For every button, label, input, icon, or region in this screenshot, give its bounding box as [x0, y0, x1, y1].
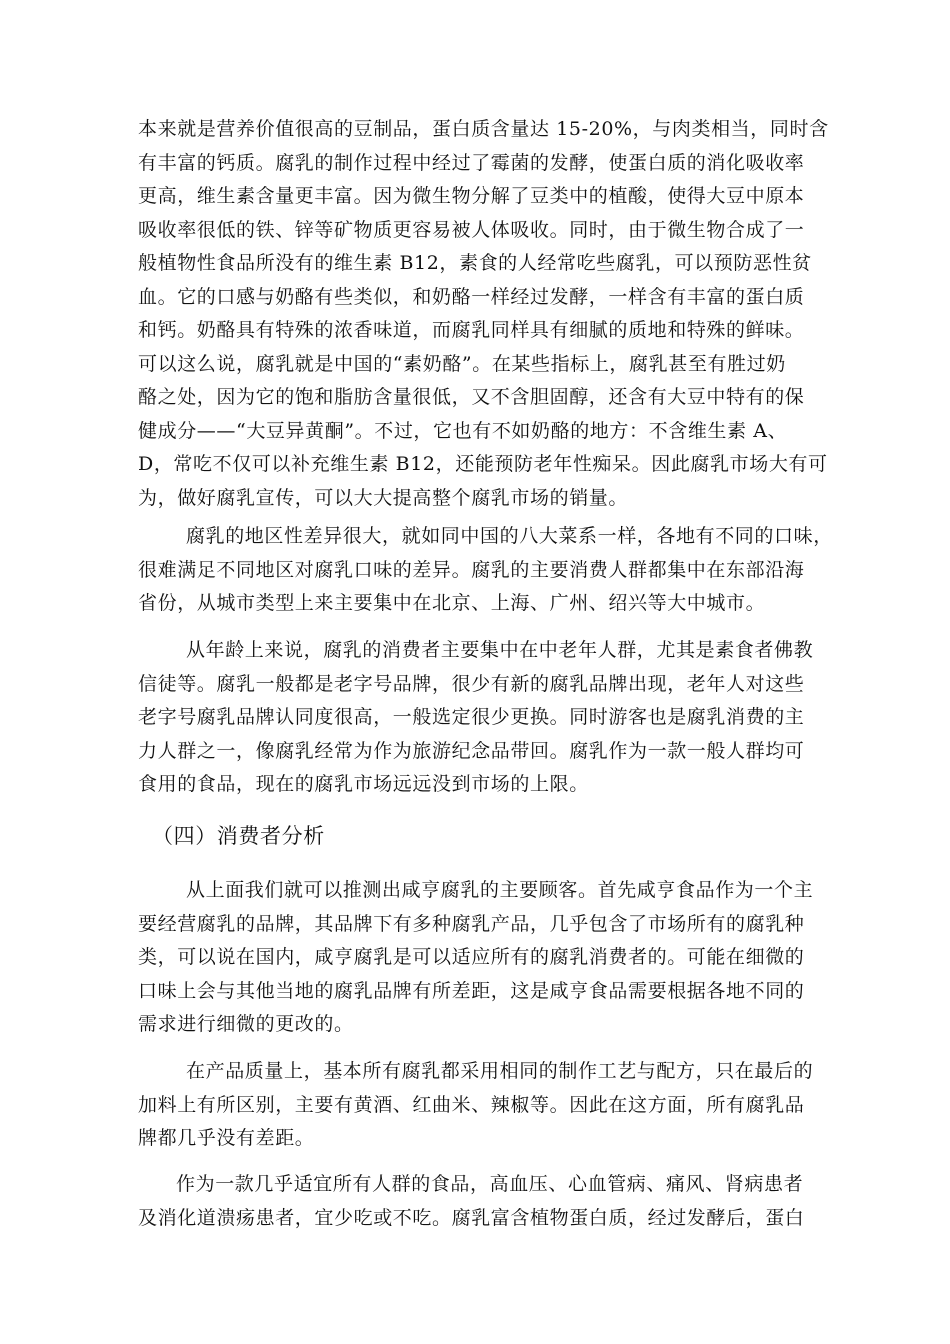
paragraph-product-quality — [138, 1055, 828, 1156]
text-line: 食用的食品，现在的腐乳市场远远没到市场的上限。 — [138, 773, 589, 795]
text-line: 本来就是营养价值很高的豆制品，蛋白质含量达 15-20%，与肉类相当，同时含 — [138, 118, 829, 140]
text-line: 可以这么说，腐乳就是中国的“素奶酪”。在某些指标上，腐乳甚至有胜过奶 — [138, 352, 786, 375]
text-line: 腐乳的地区性差异很大，就如同中国的八大菜系一样，各地有不同的口味， — [186, 525, 833, 547]
text-line: 从年龄上来说，腐乳的消费者主要集中在中老年人群，尤其是素食者佛教 — [186, 639, 814, 661]
text-line: 加料上有所区别，主要有黄酒、红曲米、辣椒等。因此在这方面，所有腐乳品 — [138, 1093, 805, 1116]
text-line: 酪之处，因为它的饱和脂肪含量很低，又不含胆固醇，还含有大豆中特有的保 — [138, 386, 805, 408]
text-line: 很难满足不同地区对腐乳口味的差异。腐乳的主要消费人群都集中在东部沿海 — [138, 558, 805, 581]
paragraph-regional-difference — [138, 520, 833, 621]
text-line: 信徒等。腐乳一般都是老字号品牌，很少有新的腐乳品牌出现，老年人对这些 — [138, 672, 805, 695]
text-line: 及消化道溃疡患者，宜少吃或不吃。腐乳富含植物蛋白质，经过发酵后，蛋白 — [138, 1206, 805, 1229]
text-line: 有丰富的钙质。腐乳的制作过程中经过了霉菌的发酵，使蛋白质的消化吸收率 — [138, 151, 805, 174]
text-line: 口味上会与其他当地的腐乳品牌有所差距，这是咸亨食品需要根据各地不同的 — [138, 979, 805, 1002]
text-line: 从上面我们就可以推测出咸亨腐乳的主要顾客。首先咸亨食品作为一个主 — [186, 879, 814, 901]
text-line: 省份，从城市类型上来主要集中在北京、上海、广州、绍兴等大中城市。 — [138, 592, 766, 614]
text-line: 健成分——“大豆异黄酮”。不过，它也有不如奶酪的地方：不含维生素 A、 — [138, 419, 788, 442]
text-line: 吸收率很低的铁、锌等矿物质更容易被人体吸收。同时，由于微生物合成了一 — [138, 218, 805, 241]
paragraph-age-groups — [138, 634, 828, 802]
section-heading: （四）消费者分析 — [152, 824, 325, 848]
text-line: 牌都几乎没有差距。 — [138, 1127, 315, 1149]
text-line: 血。它的口感与奶酪有些类似，和奶酪一样经过发酵，一样含有丰富的蛋白质 — [138, 285, 805, 308]
text-line: 作为一款几乎适宜所有人群的食品，高血压、心血管病、痛风、肾病患者 — [176, 1173, 804, 1195]
text-line: D，常吃不仅可以补充维生素 B12，还能预防老年性痴呆。因此腐乳市场大有可 — [138, 453, 828, 475]
text-line: 在产品质量上，基本所有腐乳都采用相同的制作工艺与配方，只在最后的 — [186, 1060, 814, 1082]
text-line: 般植物性食品所没有的维生素 B12，素食的人经常吃些腐乳，可以预防恶性贫 — [138, 252, 812, 274]
text-line: 为，做好腐乳宣传，可以大大提高整个腐乳市场的销量。 — [138, 486, 629, 509]
paragraph-suitability — [138, 1168, 828, 1235]
text-line: 更高，维生素含量更丰富。因为微生物分解了豆类中的植酸，使得大豆中原本 — [138, 185, 805, 207]
text-line: 类，可以说在国内，咸亨腐乳是可以适应所有的腐乳消费者的。可能在细微的 — [138, 946, 805, 968]
text-line: 需求进行细微的更改的。 — [138, 1013, 354, 1035]
paragraph-nutrition — [138, 113, 828, 515]
text-line: 和钙。奶酪具有特殊的浓香味道，而腐乳同样具有细腻的质地和特殊的鲜味。 — [138, 319, 805, 341]
paragraph-main-customers — [138, 874, 828, 1042]
text-line: 要经营腐乳的品牌，其品牌下有多种腐乳产品，几乎包含了市场所有的腐乳种 — [138, 912, 805, 935]
text-line: 力人群之一，像腐乳经常为作为旅游纪念品带回。腐乳作为一款一般人群均可 — [138, 739, 805, 762]
text-line: 老字号腐乳品牌认同度很高，一般选定很少更换。同时游客也是腐乳消费的主 — [138, 706, 805, 728]
